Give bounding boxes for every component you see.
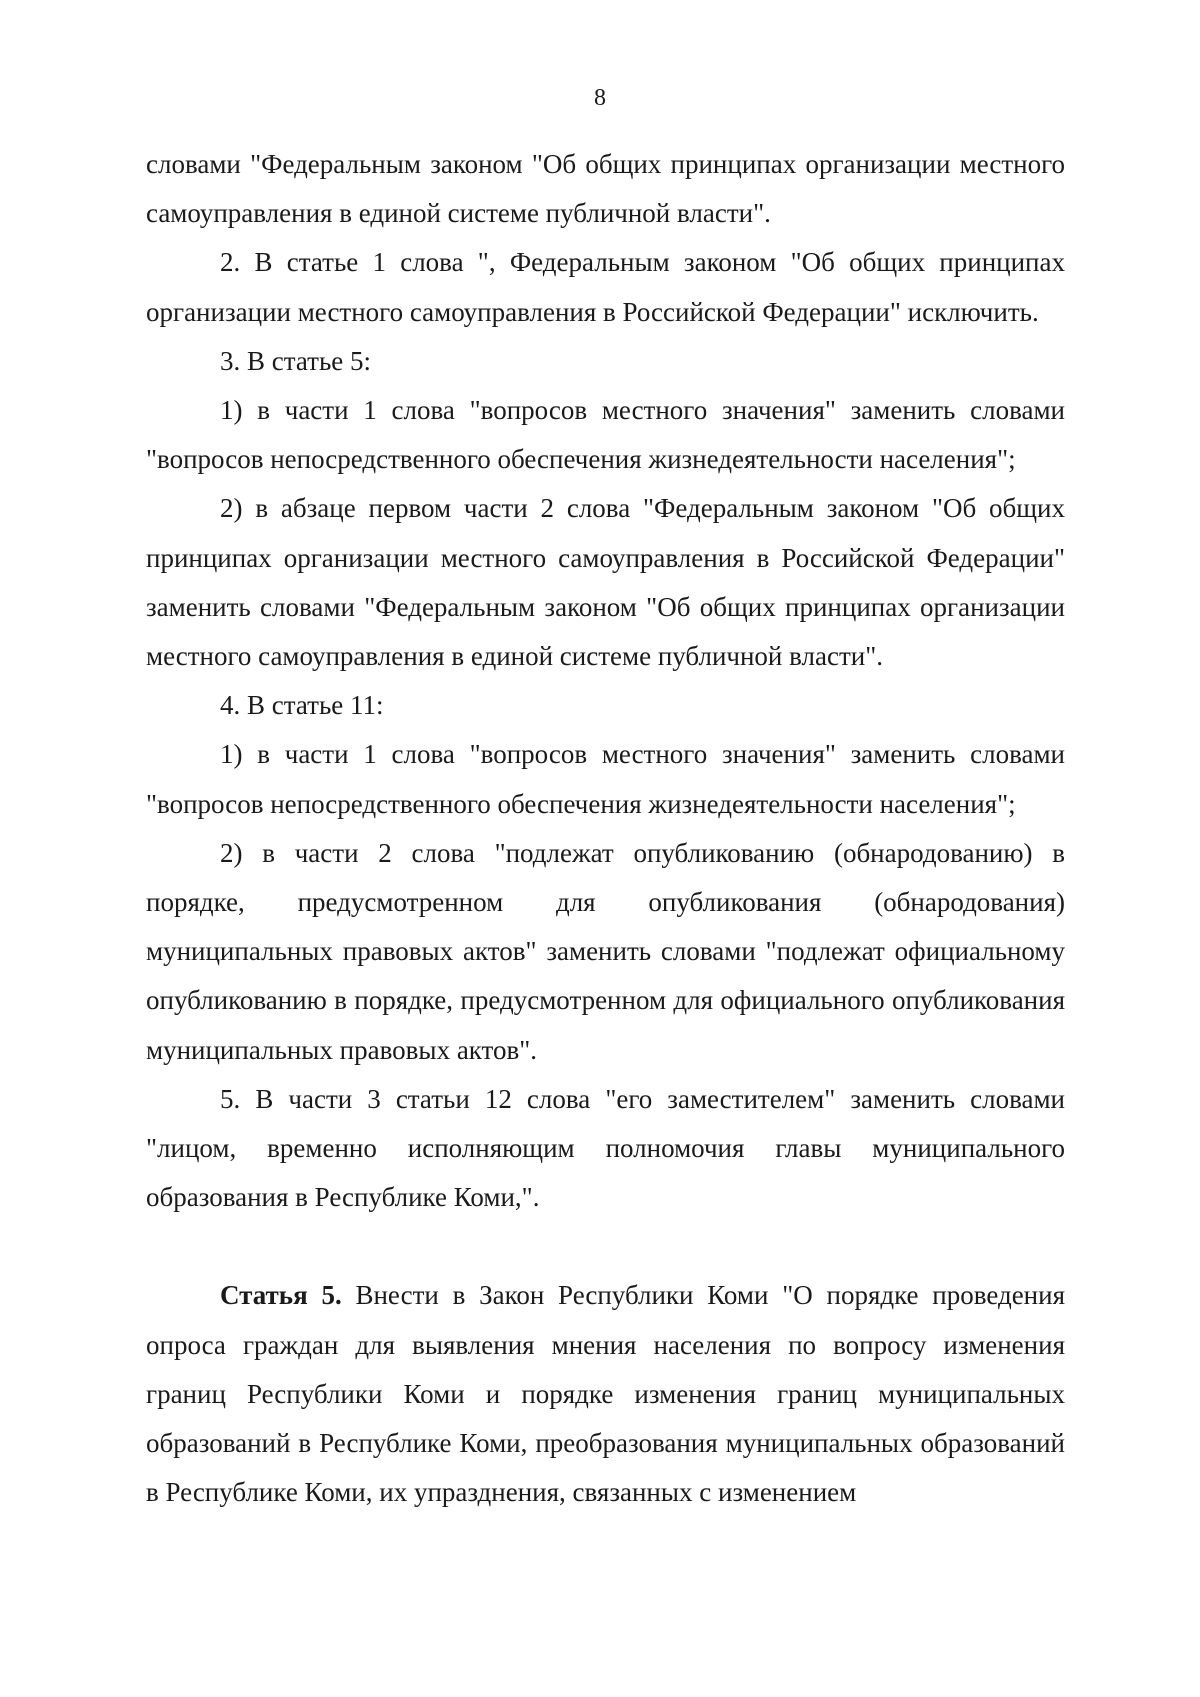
paragraph: 2) в абзаце первом части 2 слова "Федеральным законом "Об общих принципах организации местного самоуправления в Российской Федерации" заменить словами "Федеральным законом "Об общих принципах организации местного самоуправления в единой системе публичной власти". bbox=[146, 493, 1065, 672]
article-5-paragraph bbox=[146, 1271, 1065, 1517]
paragraph: 4. В статье 11: bbox=[220, 690, 384, 721]
article-5-heading: Статья 5. bbox=[220, 1280, 342, 1311]
article-5-text: Внести в Закон Республики Коми "О порядке проведения опроса граждан для выявления мнения населения по вопросу изменения границ Республики Коми и порядке изменения границ муниципальных образований в Республике Коми, преобразования муниципальных образований в Республике Коми, их упразднения, связанных с изменением bbox=[146, 1280, 1065, 1508]
page-number: 8 bbox=[594, 85, 606, 111]
paragraph: 5. В части 3 статьи 12 слова "его заместителем" заменить словами "лицом, временно исполняющим полномочия главы муниципального образования в Республике Коми,". bbox=[146, 1083, 1065, 1213]
paragraph: 3. В статье 5: bbox=[220, 345, 372, 376]
paragraph: 2. В статье 1 слова ", Федеральным законом "Об общих принципах организации местного самоуправления в Российской Федерации" исключить. bbox=[146, 247, 1065, 327]
document-body bbox=[146, 140, 1065, 1517]
paragraph: 1) в части 1 слова "вопросов местного значения" заменить словами "вопросов непосредственного обеспечения жизнедеятельности населения"; bbox=[146, 739, 1065, 819]
paragraph: 1) в части 1 слова "вопросов местного значения" заменить словами "вопросов непосредственного обеспечения жизнедеятельности населения"; bbox=[146, 395, 1065, 475]
section-spacer bbox=[146, 1222, 1065, 1271]
paragraph: словами "Федеральным законом "Об общих принципах организации местного самоуправления в единой системе публичной власти". bbox=[146, 149, 1065, 229]
paragraph: 2) в части 2 слова "подлежат опубликованию (обнародованию) в порядке, предусмотренном для опубликования (обнародования) муниципальных правовых актов" заменить словами "подлежат официальному опубликованию в порядке, предусмотренном для официального опубликования муниципальных правовых актов". bbox=[146, 837, 1065, 1065]
